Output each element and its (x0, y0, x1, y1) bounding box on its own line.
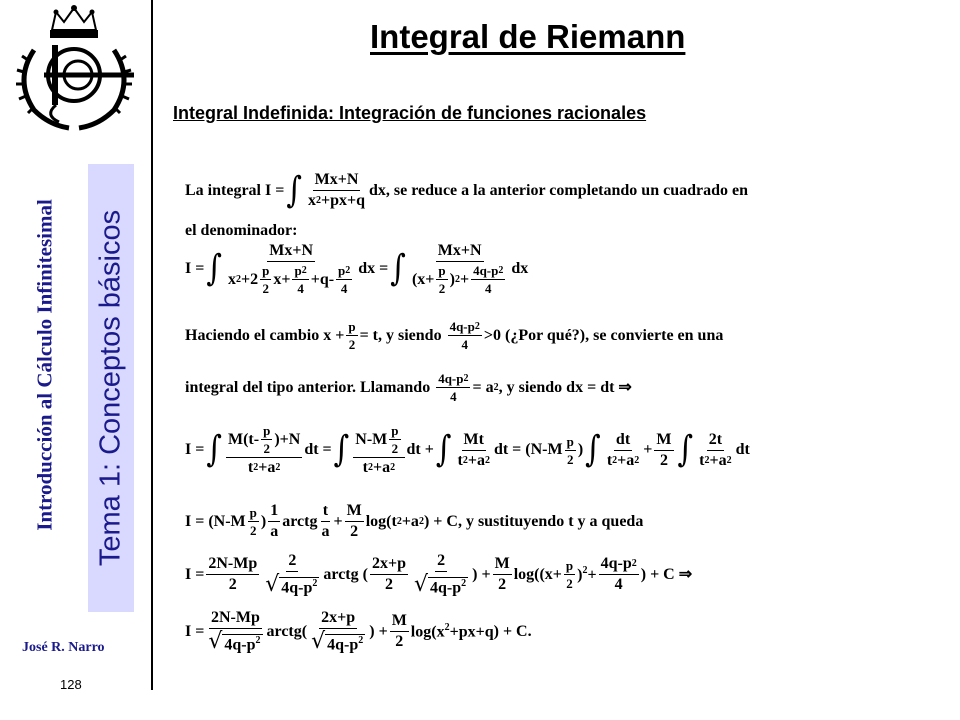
integral-sign: ∫ (333, 428, 350, 471)
formula-line-3: I = ∫ Mx+N x 2 +2 $\frac{p}{2}$ x+ p 2 4 +q- p 2 4 dx = ∫ Mx+N (x+ $\frac{p}{2}$ ) 2 + 4q-p 2 4 dx (185, 242, 529, 296)
formula-line-9: I = 2N-Mp √ $4q-p^2$ arctg( 2x+p √ $4q-p^2$ ) + $\frac{M}{2}$ $\log(x^2+px+q$ ) + C. (185, 609, 532, 654)
text-segment: ) + C. (493, 622, 532, 640)
topic-banner (88, 164, 134, 612)
integral-sign: ∫ (390, 247, 406, 290)
sidebar-divider (151, 0, 153, 690)
text-segment: log(t (365, 512, 397, 530)
text-segment: La integral I = (185, 181, 285, 199)
formula-line-6: I = ∫ M(t- $\frac{p}{2}$ )+N t 2 +a 2 dt = ∫ N-M $\frac{p}{2}$ t 2 +a 2 dt + ∫ Mt t 2 +a 2 dt = (N-M $\frac{p}{2}$ ) ∫ dt t 2 +a 2 + $\frac{M}{2}$ ∫ 2t t 2 +a 2 dt (185, 423, 750, 476)
text-segment: >0 (¿Por qué?), se convierte en una (483, 326, 724, 344)
formula-line-7: I = (N-M $\frac{p}{2}$ ) $\frac{1}{a}$ arctg $\frac{t}{a}$ + $\frac{M}{2}$ log(t 2 +a 2 ) + C, y sustituyendo t y a queda (185, 502, 644, 540)
text-segment: = a (472, 378, 494, 396)
text-segment: el denominador: (185, 222, 298, 239)
integral-sign: ∫ (677, 428, 694, 471)
text-segment: dx, se reduce a la anterior completando un cuadrado en (369, 181, 748, 199)
formula-line-5: integral del tipo anterior. Llamando 4q-p 2 4 = a 2 , y siendo dx = dt ⇒ (185, 371, 632, 404)
text-segment: ) + C, y sustituyendo t y a queda (423, 512, 644, 530)
text-segment: = t, y siendo (359, 326, 442, 344)
integral-sign: ∫ (435, 428, 452, 471)
text-segment: integral del tipo anterior. Llamando (185, 378, 431, 396)
topic-text: Tema 1: Conceptos básicos (94, 209, 127, 567)
fraction: Mx+N (x+ $\frac{p}{2}$ ) 2 + 4q-p 2 4 (411, 242, 504, 296)
page-number: 128 (60, 677, 82, 692)
fraction: Mx+N x 2 +px+q (307, 171, 366, 209)
sidebar (0, 0, 152, 720)
text-segment: , y siendo dx = dt ⇒ (498, 378, 632, 396)
author-name: José R. Narro (22, 640, 105, 655)
course-title-text: Introducción al Cálculo Infinitesimal (32, 199, 57, 531)
course-title (30, 150, 60, 580)
integral-sign: ∫ (206, 247, 222, 290)
integral-sign: ∫ (286, 168, 302, 211)
integral-sign: ∫ (585, 428, 601, 471)
formula-line-2 (185, 223, 297, 239)
formula-line-1 (185, 168, 748, 211)
fraction: Mx+N x 2 +2 $\frac{p}{2}$ x+ p 2 4 +q- p 2 4 (227, 242, 351, 296)
integral-sign: ∫ (206, 428, 222, 471)
section-subtitle: Integral Indefinida: Integración de funciones racionales (173, 103, 647, 123)
text-segment: Haciendo el cambio x + (185, 326, 345, 344)
formula-line-4: Haciendo el cambio x + $\frac{p}{2}$ = t, y siendo 4q-p 2 4 >0 (¿Por qué?), se convierte en una (185, 319, 724, 352)
university-crest-logo (4, 0, 144, 140)
formula-line-8: I = $\frac{2N-Mp}{2}$ 2 √ $4q-p^2$ arctg ( $\frac{2x+p}{2}$ 2 √ $4q-p^2$ ) + $\frac{M}{2}$ log((x+ $\frac{p}{2}$ )$^2$+ 4q-p 2 4 ) + C ⇒ (185, 552, 693, 597)
page-title: Integral de Riemann (370, 18, 686, 55)
